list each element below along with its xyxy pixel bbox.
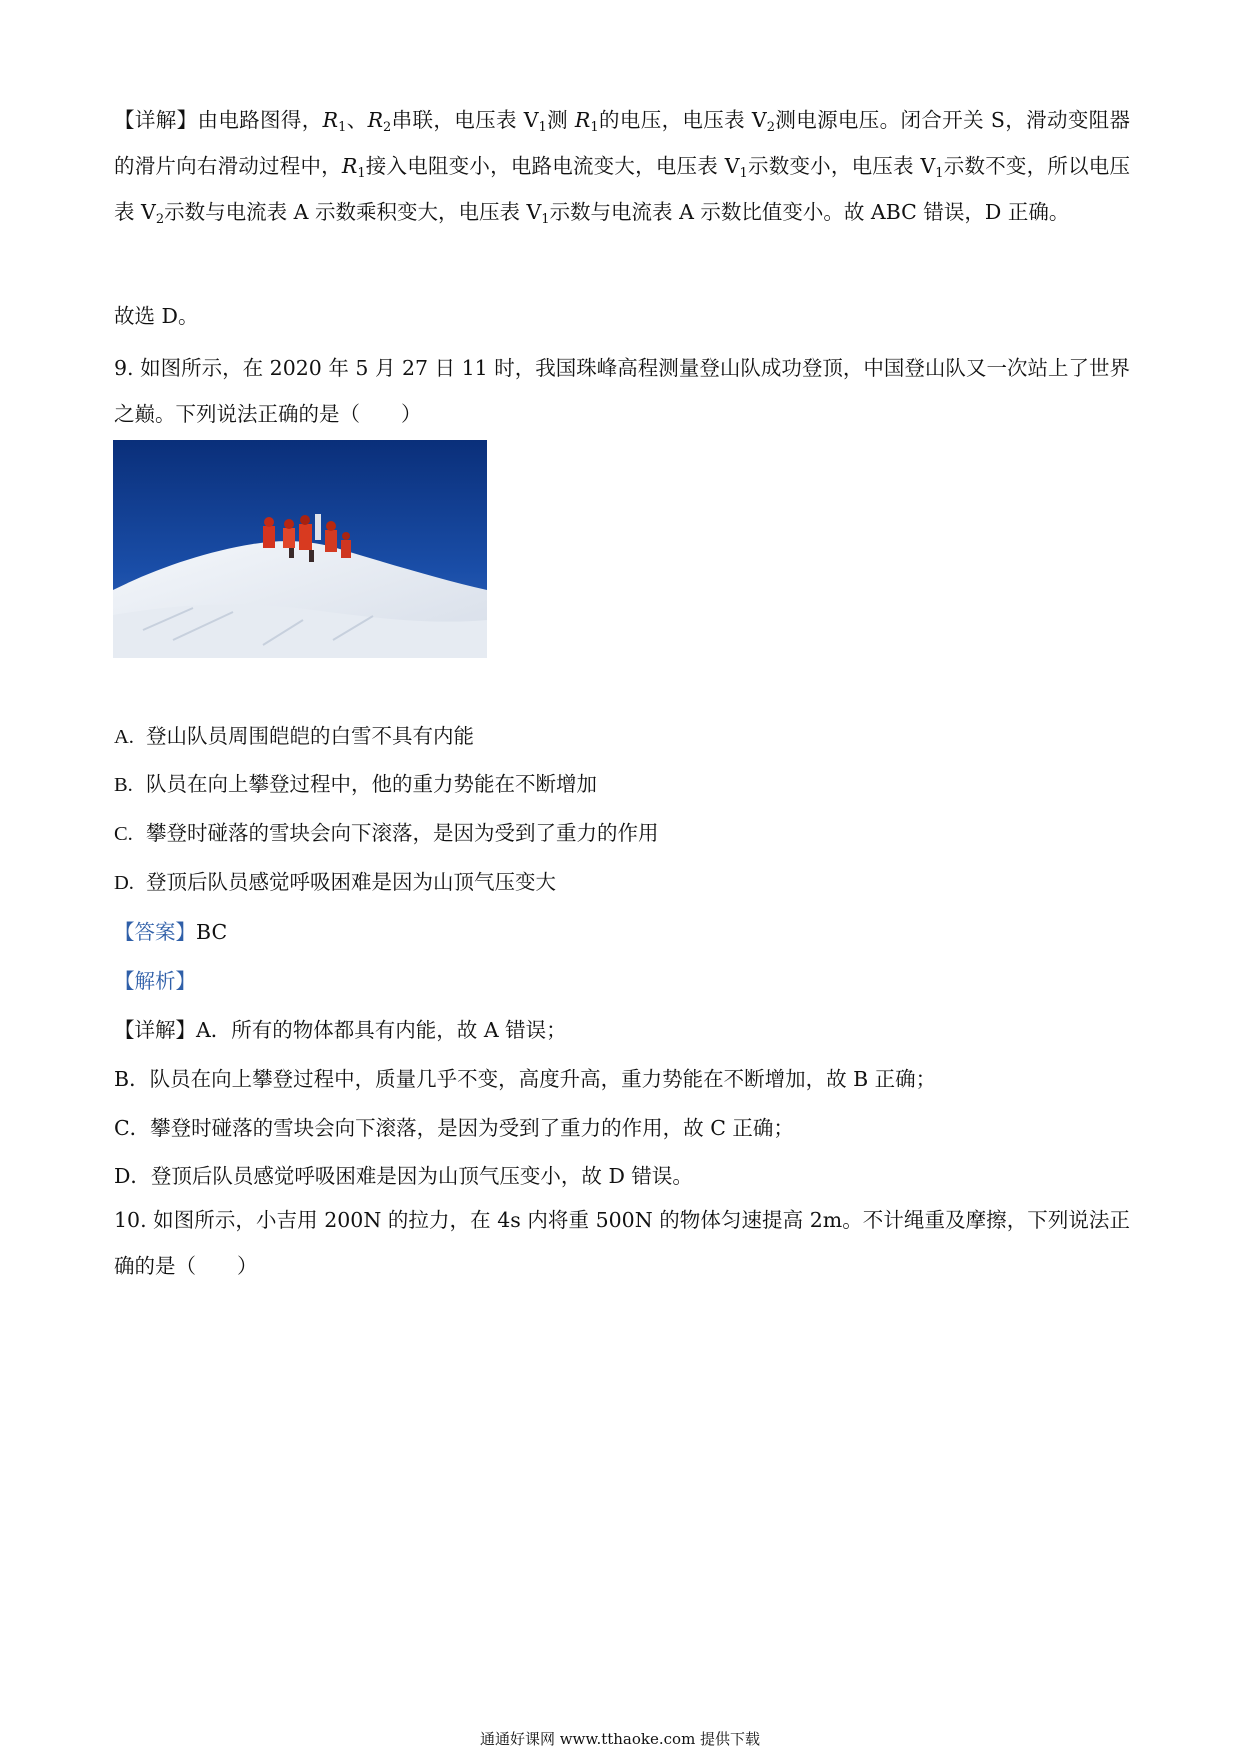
conclusion-q8: 故选 D。 (114, 304, 199, 328)
option-c: C. 攀登时碰落的雪块会向下滚落，是因为受到了重力的作用 (114, 821, 659, 845)
detail-line-d: D．登顶后队员感觉呼吸困难是因为山顶气压变小，故 D 错误。 (114, 1164, 693, 1188)
summit-photo (113, 440, 487, 658)
option-a: A. 登山队员周围皑皑的白雪不具有内能 (114, 724, 474, 748)
answer-line (114, 918, 227, 946)
question-9-stem: 9. 如图所示，在 2020 年 5 月 27 日 11 时，我国珠峰高程测量登山队成功登顶，中国登山队又一次站上了世界之巅。下列说法正确的是（ ） (114, 356, 1130, 426)
detail-line-b: B．队员在向上攀登过程中，质量几乎不变，高度升高，重力势能在不断增加，故 B 正确； (114, 1067, 937, 1091)
analysis-label: 【解析】 (114, 969, 196, 993)
detail-paragraph-q8: 【详解】由电路图得，$R_1$、$R_2$串联，电压表 $V_1$测 $R_1$的电压，电压表 $V_2$测电源电压。闭合开关 S，滑动变阻器的滑片向右滑动过程中，$R_1$接入电阻变小，电路电流变大，电压表 $V_1$示数变小，电压表 $V_1$示数不变，所以电压表 $V_2$示数与电流表 A 示数乘积变大，电压表 $V_1$示数与电流表 A 示数比值变小。故 ABC 错误，D 正确。 (114, 108, 1131, 227)
detail-line-c: C．攀登时碰落的雪块会向下滚落，是因为受到了重力的作用，故 C 正确； (114, 1116, 794, 1140)
option-b: B. 队员在向上攀登过程中，他的重力势能在不断增加 (114, 772, 597, 796)
answer-value: BC (196, 920, 228, 944)
page-footer: 通通好课网 www.tthaoke.com 提供下载 (479, 1730, 761, 1748)
detail-line-a: 【详解】A．所有的物体都具有内能，故 A 错误； (114, 1018, 567, 1042)
answer-label: 【答案】 (114, 920, 196, 944)
question-10-stem: 10. 如图所示，小吉用 200N 的拉力，在 4s 内将重 500N 的物体匀速提高 2m。不计绳重及摩擦，下列说法正确的是（ ） (114, 1208, 1130, 1278)
option-d: D. 登顶后队员感觉呼吸困难是因为山顶气压变大 (114, 870, 556, 894)
